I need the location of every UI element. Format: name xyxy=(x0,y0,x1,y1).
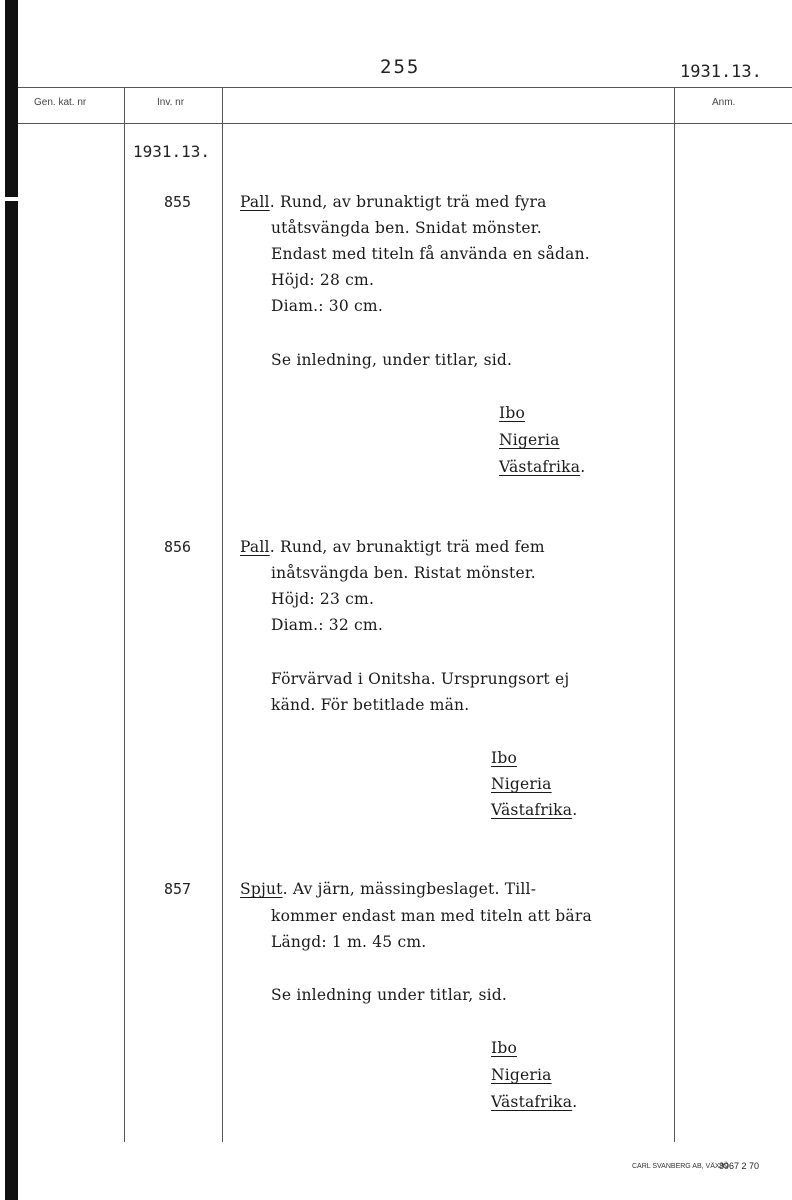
entry-first-line: Pall. Rund, av brunaktigt trä med fem xyxy=(240,538,545,556)
entry-note: Se inledning under titlar, sid. xyxy=(271,986,508,1004)
diameter-measure: Diam.: 32 cm. xyxy=(271,616,383,634)
header-top-rule xyxy=(18,87,792,88)
entry-note: känd. För betitlade män. xyxy=(271,696,470,714)
column-header-gen-kat: Gen. kat. nr xyxy=(34,97,87,108)
description-line: Endast med titeln få använda en sådan. xyxy=(271,245,590,263)
object-title: Pall xyxy=(240,193,270,211)
inventory-number: 856 xyxy=(164,538,192,556)
entry-first-line: Pall. Rund, av brunaktigt trä med fyra xyxy=(240,193,547,211)
form-number: 8967 2 70 xyxy=(719,1161,760,1171)
column-rule-1 xyxy=(124,87,125,1142)
place-region-line: Västafrika. xyxy=(491,1093,578,1111)
description-line: inåtsvängda ben. Ristat mönster. xyxy=(271,564,536,582)
column-rule-2 xyxy=(222,87,223,1142)
column-rule-3 xyxy=(674,87,675,1142)
entry-note: Se inledning, under titlar, sid. xyxy=(271,351,513,369)
place-region-line: Västafrika. xyxy=(491,801,578,819)
object-title: Pall xyxy=(240,538,270,556)
height-measure: Höjd: 23 cm. xyxy=(271,590,375,608)
place-region: Västafrika xyxy=(499,458,581,476)
place-people: Ibo xyxy=(491,1039,517,1057)
accession-number: 1931.13. xyxy=(133,142,211,161)
printer-imprint: CARL SVANBERG AB, VÄXJÖ xyxy=(632,1163,729,1170)
entry-first-line: Spjut. Av järn, mässingbeslaget. Till- xyxy=(240,880,537,898)
diameter-measure: Diam.: 30 cm. xyxy=(271,297,383,315)
height-measure: Höjd: 28 cm. xyxy=(271,271,375,289)
object-title: Spjut xyxy=(240,880,283,898)
place-region: Västafrika xyxy=(491,1093,573,1111)
page-number: 255 xyxy=(380,56,421,78)
place-country: Nigeria xyxy=(491,775,552,793)
place-region-line: Västafrika. xyxy=(499,458,586,476)
accession-number-header: 1931.13. xyxy=(680,62,762,82)
place-region: Västafrika xyxy=(491,801,573,819)
place-people: Ibo xyxy=(499,404,525,422)
place-people: Ibo xyxy=(491,749,517,767)
inventory-number: 857 xyxy=(164,880,192,898)
description-line: kommer endast man med titeln att bära xyxy=(271,907,592,925)
description-line: utåtsvängda ben. Snidat mönster. xyxy=(271,219,542,237)
inventory-number: 855 xyxy=(164,193,192,211)
binding-notch xyxy=(5,197,18,201)
column-header-inv: Inv. nr xyxy=(157,97,185,108)
header-bottom-rule xyxy=(18,123,792,124)
length-measure: Längd: 1 m. 45 cm. xyxy=(271,933,427,951)
column-header-anm: Anm. xyxy=(712,97,736,108)
entry-note: Förvärvad i Onitsha. Ursprungsort ej xyxy=(271,670,570,688)
binding-strip xyxy=(5,0,18,1200)
place-country: Nigeria xyxy=(491,1066,552,1084)
place-country: Nigeria xyxy=(499,431,560,449)
